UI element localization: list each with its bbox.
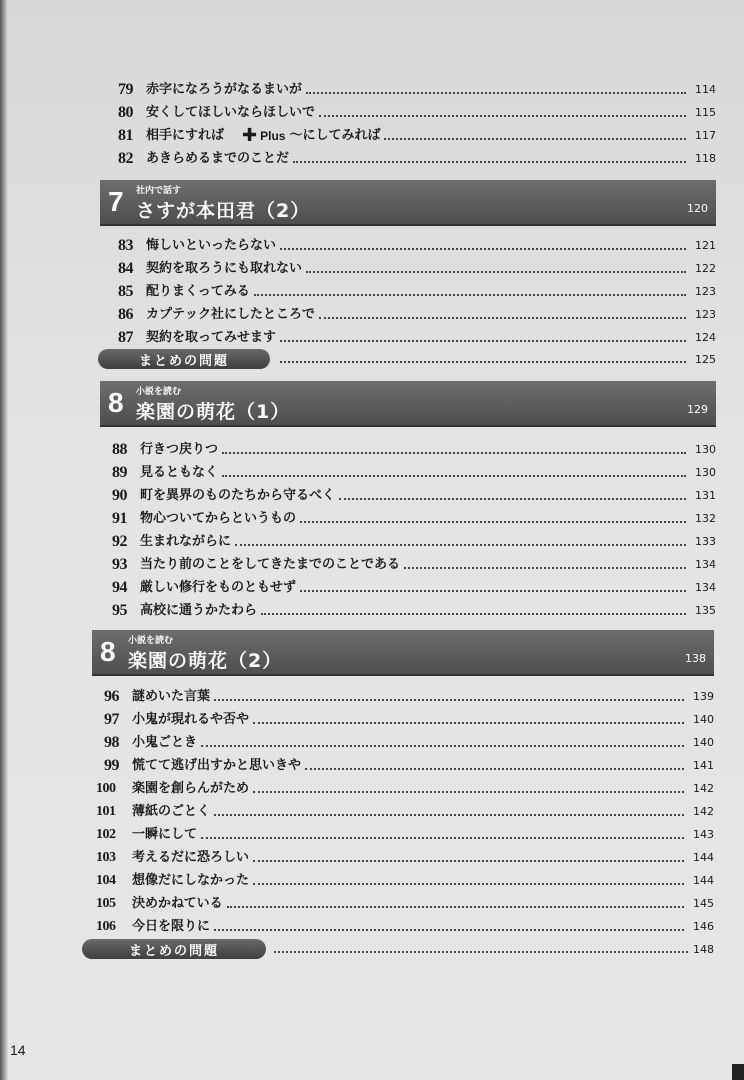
chapter-title: 楽園の萌花（2） bbox=[128, 650, 283, 672]
toc-entry[interactable] bbox=[96, 890, 714, 912]
entry-text: 決めかねている bbox=[132, 896, 223, 911]
entry-page: 134 bbox=[695, 558, 716, 571]
entry-page: 124 bbox=[695, 331, 716, 344]
entry-page: 133 bbox=[695, 535, 716, 548]
entry-number: 101 bbox=[96, 804, 116, 819]
entry-number: 103 bbox=[96, 850, 116, 865]
leader-dots bbox=[280, 247, 686, 250]
leader-dots bbox=[214, 698, 684, 701]
entry-number: 94 bbox=[112, 579, 127, 596]
toc-entry[interactable] bbox=[104, 729, 714, 751]
toc-entry[interactable] bbox=[96, 867, 714, 889]
toc-entry[interactable] bbox=[118, 324, 716, 346]
entry-page: 134 bbox=[695, 581, 716, 594]
entry-text: 当たり前のことをしてきたまでのことである bbox=[140, 557, 401, 572]
entry-text: 配りまくってみる bbox=[146, 284, 250, 299]
chapter-header[interactable] bbox=[92, 630, 714, 676]
entry-number: 105 bbox=[96, 896, 116, 911]
toc-entry[interactable] bbox=[112, 505, 716, 527]
toc-entry[interactable] bbox=[118, 232, 716, 254]
entry-text: 小鬼が現れるや否や bbox=[132, 712, 250, 727]
toc-entry[interactable] bbox=[118, 76, 716, 98]
entry-page: 117 bbox=[695, 129, 716, 142]
leader-dots bbox=[253, 859, 684, 862]
entry-page: 132 bbox=[695, 512, 716, 525]
summary-pill[interactable]: まとめの問題 bbox=[82, 939, 266, 959]
page-number: 14 bbox=[10, 1042, 26, 1058]
toc-entry[interactable] bbox=[118, 122, 716, 144]
entry-number: 89 bbox=[112, 464, 127, 481]
leader-dots bbox=[222, 451, 686, 454]
book-spine-shadow bbox=[0, 0, 8, 1080]
chapter-title: さすが本田君（2） bbox=[136, 200, 311, 222]
entry-page: 146 bbox=[693, 920, 714, 933]
plus-label: Plus bbox=[260, 129, 286, 143]
corner-mark bbox=[732, 1064, 744, 1080]
entry-number: 85 bbox=[118, 283, 133, 300]
leader-dots bbox=[253, 882, 684, 885]
entry-text: 見るともなく bbox=[140, 465, 219, 480]
chapter-header[interactable] bbox=[100, 381, 716, 427]
entry-page: 144 bbox=[693, 851, 714, 864]
entry-text: 一瞬にして bbox=[132, 827, 198, 842]
chapter-header[interactable] bbox=[100, 180, 716, 226]
leader-dots bbox=[201, 836, 684, 839]
summary-page: 148 bbox=[693, 943, 714, 956]
toc-entry[interactable] bbox=[104, 752, 714, 774]
entry-page: 144 bbox=[693, 874, 714, 887]
toc-entry[interactable] bbox=[112, 574, 716, 596]
entry-number: 91 bbox=[112, 510, 127, 527]
toc-entry[interactable] bbox=[118, 278, 716, 300]
toc-entry[interactable] bbox=[96, 844, 714, 866]
leader-dots bbox=[404, 566, 686, 569]
entry-text: 赤字になろうがなるまいが bbox=[146, 82, 303, 97]
chapter-page: 138 bbox=[685, 652, 706, 665]
entry-page: 118 bbox=[695, 152, 716, 165]
leader-dots bbox=[300, 520, 686, 523]
entry-number: 92 bbox=[112, 533, 127, 550]
leader-dots bbox=[222, 474, 686, 477]
leader-dots bbox=[300, 589, 686, 592]
leader-dots bbox=[319, 316, 686, 319]
chapter-subtitle: 社内で話す bbox=[136, 186, 182, 196]
leader-dots bbox=[384, 137, 686, 140]
entry-page: 130 bbox=[695, 443, 716, 456]
entry-page: 142 bbox=[693, 782, 714, 795]
entry-text: 町を異界のものたちから守るべく bbox=[140, 488, 336, 503]
plus-text: 〜にしてみれば bbox=[289, 128, 381, 143]
chapter-title: 楽園の萌花（1） bbox=[136, 401, 291, 423]
entry-text: 謎めいた言葉 bbox=[132, 689, 211, 704]
entry-page: 145 bbox=[693, 897, 714, 910]
entry-text: 今日を限りに bbox=[132, 919, 211, 934]
chapter-number: 8 bbox=[108, 387, 124, 418]
leader-dots bbox=[254, 293, 686, 296]
entry-number: 96 bbox=[104, 688, 119, 705]
entry-number: 95 bbox=[112, 602, 127, 619]
toc-entry[interactable] bbox=[96, 821, 714, 843]
entry-number: 81 bbox=[118, 127, 133, 144]
leader-dots bbox=[253, 790, 684, 793]
leader-dots bbox=[235, 543, 686, 546]
toc-entry[interactable] bbox=[112, 436, 716, 458]
toc-entry[interactable] bbox=[104, 683, 714, 705]
entry-text: 生まれながらに bbox=[140, 534, 232, 549]
entry-number: 86 bbox=[118, 306, 133, 323]
chapter-page: 129 bbox=[687, 403, 708, 416]
leader-dots bbox=[319, 114, 686, 117]
entry-number: 97 bbox=[104, 711, 119, 728]
entry-number: 82 bbox=[118, 150, 133, 167]
entry-text: 相手にすれば bbox=[146, 128, 225, 143]
entry-number: 99 bbox=[104, 757, 119, 774]
entry-page: 140 bbox=[693, 736, 714, 749]
plus-note bbox=[242, 125, 381, 146]
entry-page: 141 bbox=[693, 759, 714, 772]
leader-dots bbox=[280, 360, 686, 363]
leader-dots bbox=[253, 721, 684, 724]
entry-page: 121 bbox=[695, 239, 716, 252]
entry-page: 131 bbox=[695, 489, 716, 502]
toc-entry[interactable] bbox=[112, 459, 716, 481]
entry-number: 100 bbox=[96, 781, 116, 796]
entry-page: 135 bbox=[695, 604, 716, 617]
entry-text: カプテック社にしたところで bbox=[146, 307, 315, 322]
toc-entry[interactable] bbox=[118, 145, 716, 167]
entry-text: 悔しいといったらない bbox=[146, 238, 277, 253]
entry-page: 140 bbox=[693, 713, 714, 726]
entry-number: 84 bbox=[118, 260, 133, 277]
summary-pill[interactable]: まとめの問題 bbox=[98, 349, 270, 369]
entry-page: 123 bbox=[695, 308, 716, 321]
chapter-number: 8 bbox=[100, 636, 116, 667]
leader-dots bbox=[306, 91, 686, 94]
entry-page: 130 bbox=[695, 466, 716, 479]
leader-dots bbox=[293, 160, 686, 163]
entry-text: 小鬼ごとき bbox=[132, 735, 198, 750]
entry-number: 79 bbox=[118, 81, 133, 98]
entry-text: 薄紙のごとく bbox=[132, 804, 211, 819]
plus-icon: ✚ bbox=[242, 125, 258, 146]
entry-text: 想像だにしなかった bbox=[132, 873, 250, 888]
entry-text: あきらめるまでのことだ bbox=[146, 151, 290, 166]
summary-page: 125 bbox=[695, 353, 716, 366]
entry-number: 80 bbox=[118, 104, 133, 121]
entry-text: 契約を取ってみせます bbox=[146, 330, 277, 345]
leader-dots bbox=[261, 612, 686, 615]
entry-number: 102 bbox=[96, 827, 116, 842]
toc-entry[interactable] bbox=[112, 528, 716, 550]
entry-page: 142 bbox=[693, 805, 714, 818]
chapter-subtitle: 小説を読む bbox=[128, 636, 174, 646]
chapter-subtitle: 小説を読む bbox=[136, 387, 182, 397]
entry-number: 83 bbox=[118, 237, 133, 254]
toc-entry[interactable] bbox=[96, 798, 714, 820]
entry-text: 高校に通うかたわら bbox=[140, 603, 258, 618]
leader-dots bbox=[274, 950, 688, 953]
entry-text: 楽園を創らんがため bbox=[132, 781, 250, 796]
leader-dots bbox=[339, 497, 686, 500]
leader-dots bbox=[280, 339, 686, 342]
leader-dots bbox=[201, 744, 684, 747]
entry-page: 114 bbox=[695, 83, 716, 96]
chapter-number: 7 bbox=[108, 186, 124, 217]
entry-number: 90 bbox=[112, 487, 127, 504]
entry-text: 厳しい修行をものともせず bbox=[140, 580, 297, 595]
entry-text: 慌てて逃げ出すかと思いきや bbox=[132, 758, 302, 773]
entry-text: 契約を取ろうにも取れない bbox=[146, 261, 303, 276]
entry-text: 物心ついてからというもの bbox=[140, 511, 297, 526]
leader-dots bbox=[305, 767, 684, 770]
entry-number: 98 bbox=[104, 734, 119, 751]
entry-text: 行きつ戻りつ bbox=[140, 442, 219, 457]
leader-dots bbox=[227, 905, 684, 908]
toc-entry[interactable] bbox=[118, 255, 716, 277]
toc-entry[interactable] bbox=[104, 706, 714, 728]
entry-number: 93 bbox=[112, 556, 127, 573]
toc-entry[interactable] bbox=[118, 301, 716, 323]
entry-text: 考えるだに恐ろしい bbox=[132, 850, 250, 865]
leader-dots bbox=[306, 270, 686, 273]
toc-entry[interactable] bbox=[96, 913, 714, 935]
toc-entry[interactable] bbox=[112, 551, 716, 573]
entry-number: 87 bbox=[118, 329, 133, 346]
toc-entry[interactable] bbox=[118, 99, 716, 121]
toc-entry[interactable] bbox=[112, 482, 716, 504]
entry-number: 88 bbox=[112, 441, 127, 458]
toc-entry[interactable] bbox=[96, 775, 714, 797]
entry-number: 106 bbox=[96, 919, 116, 934]
entry-page: 143 bbox=[693, 828, 714, 841]
entry-page: 139 bbox=[693, 690, 714, 703]
entry-page: 123 bbox=[695, 285, 716, 298]
leader-dots bbox=[214, 928, 684, 931]
chapter-page: 120 bbox=[687, 202, 708, 215]
entry-text: 安くしてほしいならほしいで bbox=[146, 105, 316, 120]
entry-page: 115 bbox=[695, 106, 716, 119]
toc-entry[interactable] bbox=[112, 597, 716, 619]
leader-dots bbox=[214, 813, 684, 816]
entry-number: 104 bbox=[96, 873, 116, 888]
entry-page: 122 bbox=[695, 262, 716, 275]
